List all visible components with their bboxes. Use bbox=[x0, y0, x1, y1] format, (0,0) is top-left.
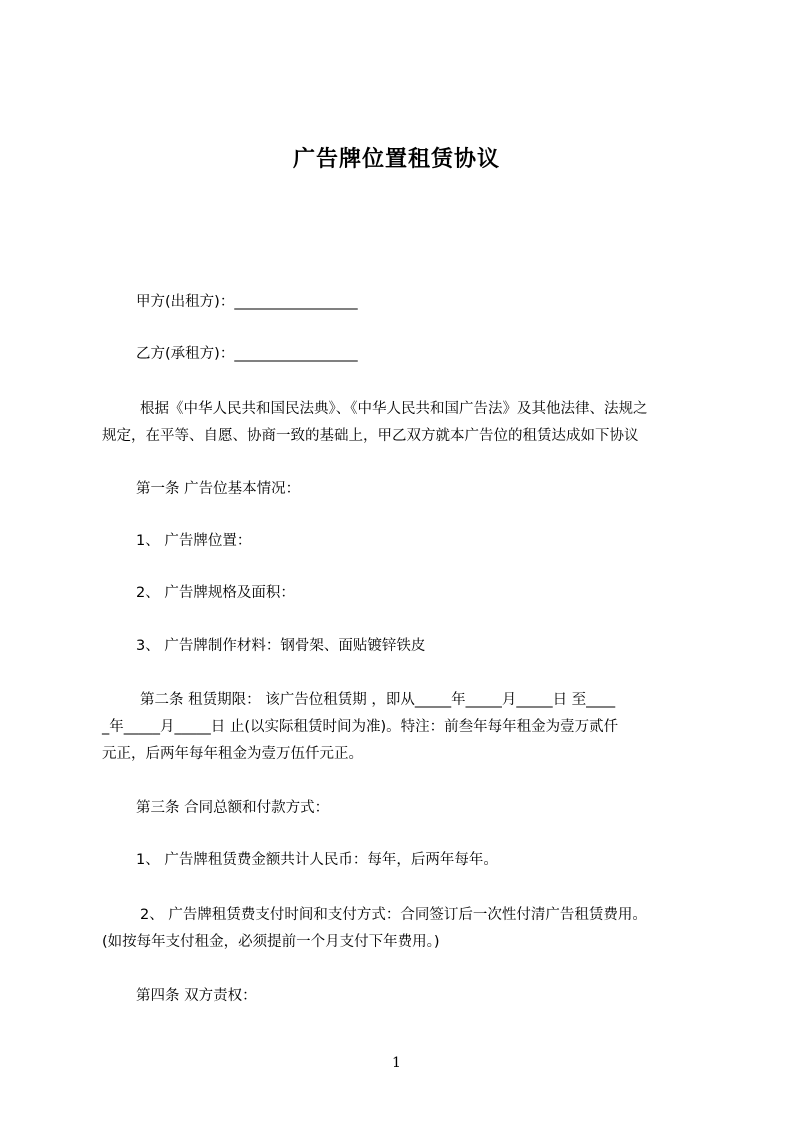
document-title: 广告牌位置租赁协议 bbox=[292, 147, 500, 172]
article-1-item-3: 3、 广告牌制作材料：钢骨架、面贴镀锌铁皮 bbox=[136, 638, 426, 654]
article-1-item-1: 1、 广告牌位置： bbox=[136, 533, 252, 549]
article-3-item-1: 1、 广告牌租赁费金额共计人民币：每年，后两年每年。 bbox=[136, 852, 498, 868]
article-2-line-1: 第二条 租赁期限： 该广告位租赁期 ，即从_____年_____月_____日 至____ bbox=[140, 692, 616, 708]
article-3-item-2-line-2: (如按每年支付租金，必须提前一个月支付下年费用。) bbox=[102, 934, 440, 950]
article-1-item-2: 2、 广告牌规格及面积： bbox=[136, 585, 295, 601]
party-a-line: 甲方(出租方)：_________________ bbox=[136, 294, 358, 310]
article-2-line-3: 元正，后两年每年租金为壹万伍仟元正。 bbox=[102, 746, 363, 762]
article-2-line-2: _年_____月_____日 止(以实际租赁时间为准)。特注：前叁年每年租金为壹万贰仟 bbox=[102, 719, 619, 735]
party-b-line: 乙方(承租方)：_________________ bbox=[136, 346, 358, 362]
intro-line-1: 根据《中华人民共和国民法典》、《中华人民共和国广告法》及其他法律、法规之 bbox=[140, 401, 648, 417]
article-4-heading: 第四条 双方责权： bbox=[136, 988, 257, 1004]
article-1-heading: 第一条 广告位基本情况： bbox=[136, 481, 301, 497]
article-3-item-2-line-1: 2、 广告牌租赁费支付时间和支付方式：合同签订后一次性付清广告租赁费用。 bbox=[140, 907, 647, 923]
page-number: 1 bbox=[392, 1055, 401, 1071]
intro-line-2: 规定，在平等、自愿、协商一致的基础上，甲乙双方就本广告位的租赁达成如下协议 bbox=[102, 428, 639, 444]
article-3-heading: 第三条 合同总额和付款方式： bbox=[136, 800, 330, 816]
